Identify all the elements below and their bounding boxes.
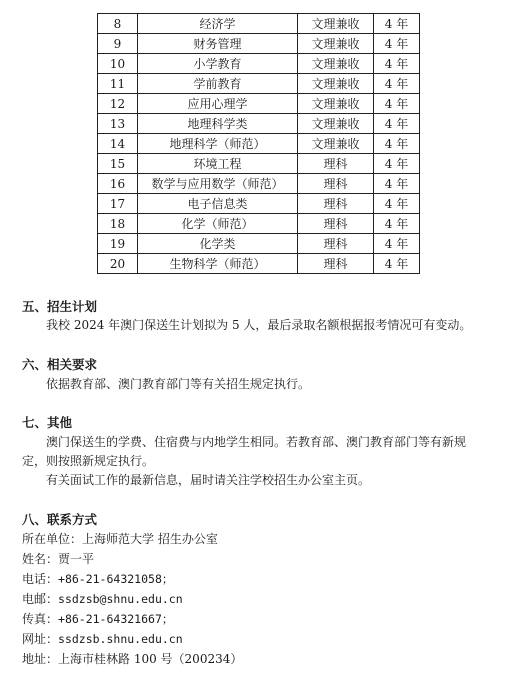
contact-address xyxy=(22,650,242,667)
major-name-cell: 化学类 xyxy=(138,234,298,254)
major-number-cell: 16 xyxy=(98,174,138,194)
major-category-cell: 文理兼收 xyxy=(298,94,374,114)
table-row xyxy=(98,234,420,254)
table-row xyxy=(98,174,420,194)
requirements-text: 依据教育部、澳门教育部门等有关招生规定执行。 xyxy=(46,377,311,391)
major-duration-cell: 4 年 xyxy=(374,194,420,214)
contact-email-label: 电邮： xyxy=(22,592,59,606)
major-duration-cell: 4 年 xyxy=(374,254,420,274)
contact-unit xyxy=(22,530,218,547)
contact-phone-label: 电话： xyxy=(22,572,59,586)
major-category-cell: 理科 xyxy=(298,214,374,234)
major-duration-cell: 4 年 xyxy=(374,14,420,34)
section-title-other: 七、其他 xyxy=(22,415,73,430)
contact-website-link[interactable]: ssdzsb.shnu.edu.cn xyxy=(58,632,183,646)
major-name-cell: 应用心理学 xyxy=(138,94,298,114)
major-category-cell: 文理兼收 xyxy=(298,134,374,154)
major-name-cell: 生物科学（师范） xyxy=(138,254,298,274)
contact-email xyxy=(22,590,183,607)
major-duration-cell: 4 年 xyxy=(374,34,420,54)
major-category-cell: 理科 xyxy=(298,194,374,214)
major-name-cell: 小学教育 xyxy=(138,54,298,74)
table-row xyxy=(98,154,420,174)
major-number-cell: 10 xyxy=(98,54,138,74)
contact-address-value: 上海市桂林路 100 号（200234） xyxy=(58,652,243,666)
major-name-cell: 学前教育 xyxy=(138,74,298,94)
major-name-cell: 经济学 xyxy=(138,14,298,34)
major-number-cell: 20 xyxy=(98,254,138,274)
other-text-line-1: 澳门保送生的学费、住宿费与内地学生相同。若教育部、澳门教育部门等有新规 xyxy=(46,435,467,449)
major-number-cell: 15 xyxy=(98,154,138,174)
major-category-cell: 文理兼收 xyxy=(298,34,374,54)
other-text-line-2: 定，则按照新规定执行。 xyxy=(22,454,155,468)
major-number-cell: 12 xyxy=(98,94,138,114)
contact-name-value: 贾一平 xyxy=(58,552,95,566)
major-category-cell: 文理兼收 xyxy=(298,14,374,34)
majors-table-body xyxy=(98,14,420,274)
major-duration-cell: 4 年 xyxy=(374,154,420,174)
major-name-cell: 财务管理 xyxy=(138,34,298,54)
contact-address-label: 地址： xyxy=(22,652,59,666)
major-category-cell: 文理兼收 xyxy=(298,114,374,134)
table-row xyxy=(98,34,420,54)
major-category-cell: 理科 xyxy=(298,174,374,194)
contact-email-link[interactable]: ssdzsb@shnu.edu.cn xyxy=(58,592,183,606)
major-name-cell: 数学与应用数学（师范） xyxy=(138,174,298,194)
contact-fax xyxy=(22,610,173,627)
major-duration-cell: 4 年 xyxy=(374,114,420,134)
major-number-cell: 9 xyxy=(98,34,138,54)
table-row xyxy=(98,214,420,234)
table-row xyxy=(98,254,420,274)
major-number-cell: 17 xyxy=(98,194,138,214)
major-number-cell: 19 xyxy=(98,234,138,254)
major-duration-cell: 4 年 xyxy=(374,214,420,234)
section-title-contact: 八、联系方式 xyxy=(22,512,98,527)
table-row xyxy=(98,114,420,134)
major-duration-cell: 4 年 xyxy=(374,54,420,74)
major-name-cell: 地理科学类 xyxy=(138,114,298,134)
table-row xyxy=(98,194,420,214)
section-title-requirements: 六、相关要求 xyxy=(22,357,98,372)
contact-phone xyxy=(22,570,173,587)
contact-website xyxy=(22,630,183,647)
contact-unit-value: 上海师范大学 招生办公室 xyxy=(82,532,218,546)
contact-unit-label: 所在单位： xyxy=(22,532,83,546)
table-row xyxy=(98,14,420,34)
major-number-cell: 13 xyxy=(98,114,138,134)
contact-phone-value: +86-21-64321058； xyxy=(58,572,174,586)
major-category-cell: 理科 xyxy=(298,234,374,254)
major-name-cell: 环境工程 xyxy=(138,154,298,174)
contact-name-label: 姓名： xyxy=(22,552,59,566)
table-row xyxy=(98,74,420,94)
table-row xyxy=(98,54,420,74)
major-category-cell: 理科 xyxy=(298,254,374,274)
contact-fax-label: 传真： xyxy=(22,612,59,626)
majors-table xyxy=(97,13,420,274)
major-name-cell: 地理科学（师范） xyxy=(138,134,298,154)
plan-text: 我校 2024 年澳门保送生计划拟为 5 人，最后录取名额根据报考情况可有变动。 xyxy=(46,318,472,332)
major-category-cell: 文理兼收 xyxy=(298,54,374,74)
section-title-plan: 五、招生计划 xyxy=(22,299,98,314)
major-number-cell: 8 xyxy=(98,14,138,34)
contact-fax-value: +86-21-64321667； xyxy=(58,612,174,626)
contact-website-label: 网址： xyxy=(22,632,59,646)
major-category-cell: 理科 xyxy=(298,154,374,174)
table-row xyxy=(98,134,420,154)
major-number-cell: 11 xyxy=(98,74,138,94)
major-duration-cell: 4 年 xyxy=(374,134,420,154)
major-name-cell: 电子信息类 xyxy=(138,194,298,214)
other-text-line-3: 有关面试工作的最新信息，届时请关注学校招生办公室主页。 xyxy=(46,473,371,487)
major-category-cell: 文理兼收 xyxy=(298,74,374,94)
major-number-cell: 14 xyxy=(98,134,138,154)
table-row xyxy=(98,94,420,114)
major-duration-cell: 4 年 xyxy=(374,234,420,254)
major-duration-cell: 4 年 xyxy=(374,174,420,194)
major-duration-cell: 4 年 xyxy=(374,74,420,94)
major-duration-cell: 4 年 xyxy=(374,94,420,114)
contact-name xyxy=(22,550,94,567)
major-name-cell: 化学（师范） xyxy=(138,214,298,234)
major-number-cell: 18 xyxy=(98,214,138,234)
